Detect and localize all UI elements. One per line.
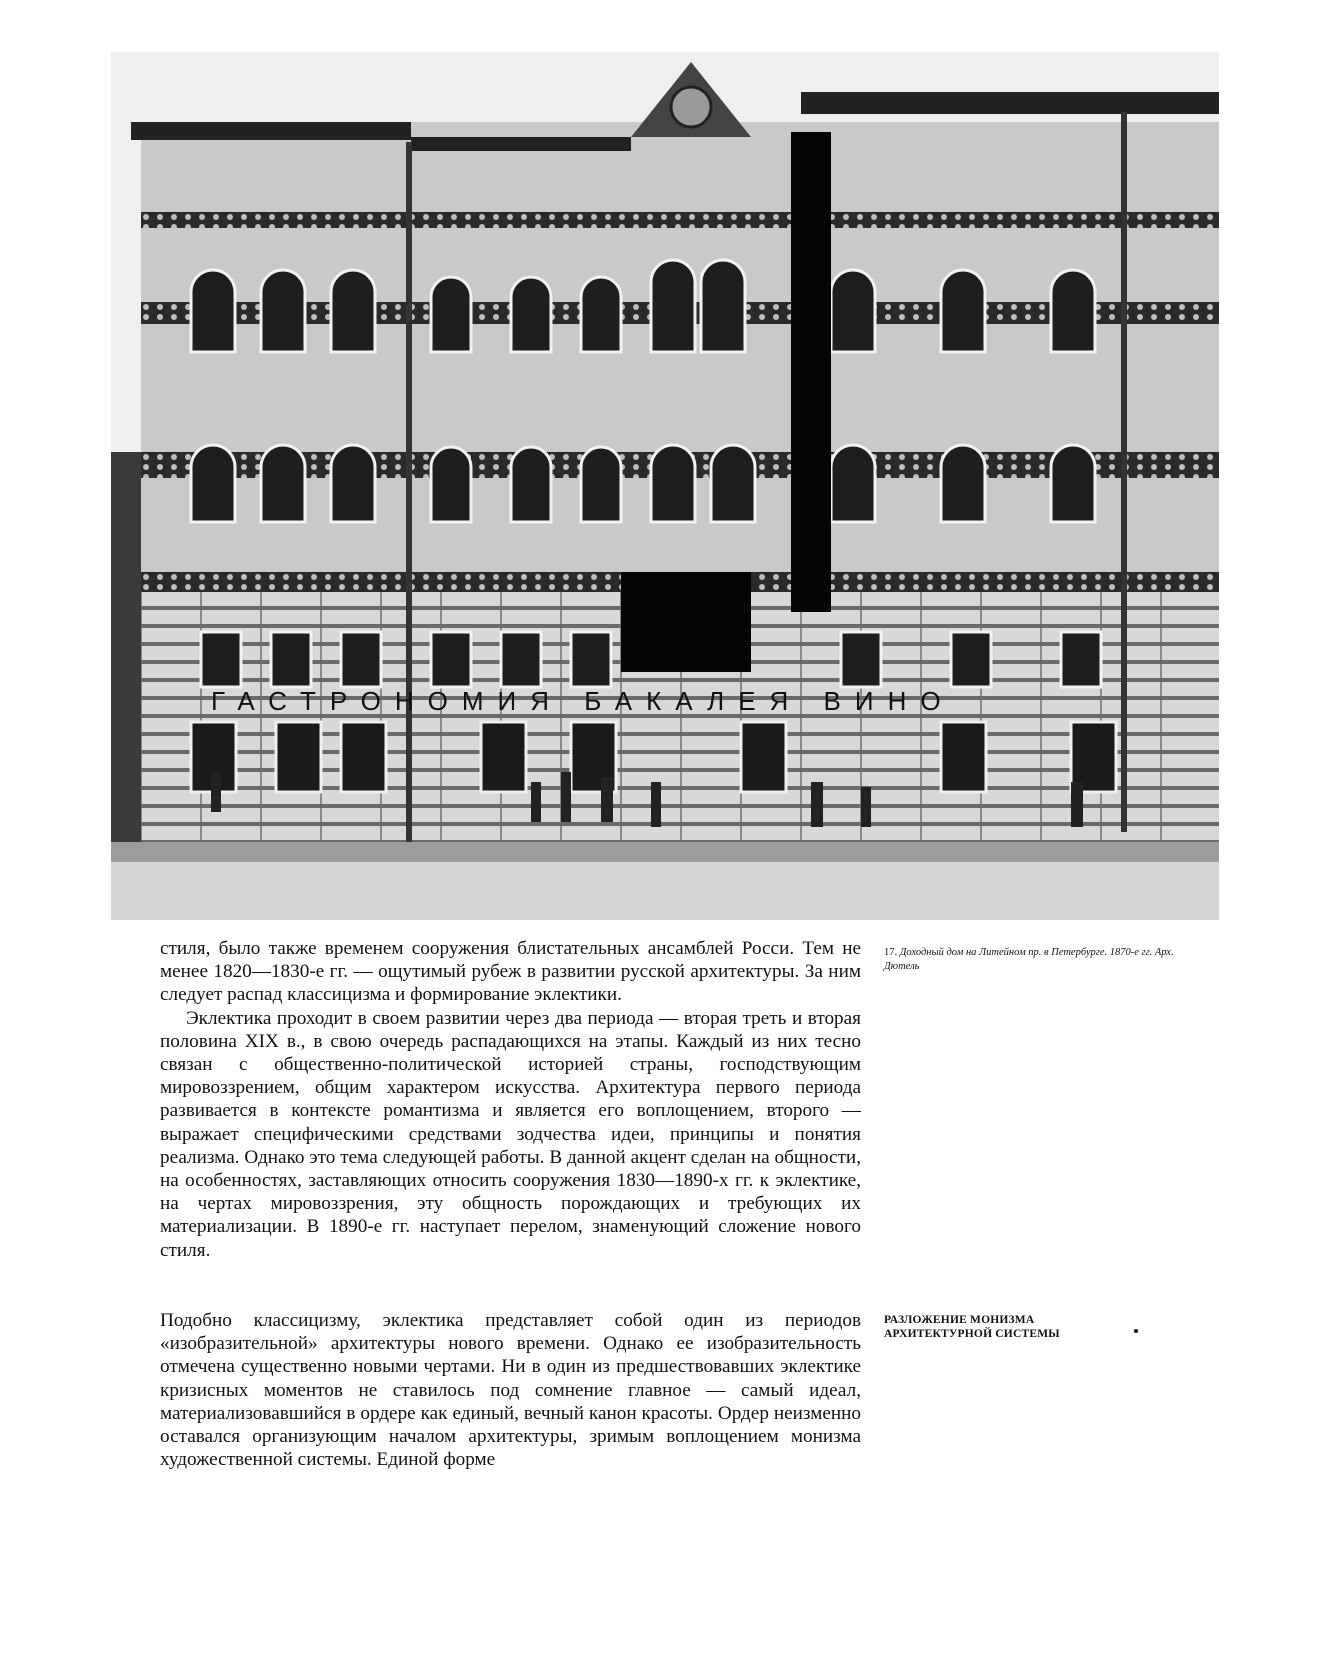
section2-heading-line2: АРХИТЕКТУРНОЙ СИСТЕМЫ bbox=[884, 1328, 1060, 1340]
shop-sign-text: ГАСТРОНОМИЯ БАКАЛЕЯ ВИНО bbox=[211, 686, 955, 716]
section1-paragraph1: стиля, было также временем сооружения блистательных ансамблей Росси. Тем не менее 1820—1830-е гг. — ощутимый рубеж в развитии русской архитектуры. За ним следует распад классицизма и формирование эклектики. bbox=[160, 938, 861, 1006]
section2-paragraph1: Подобно классицизму, эклектика представляет собой один из периодов «изобразительной» архитектуры нового времени. Однако ее изобразительность отмечена существенно новыми чертами. Ни в один из предшествовавших эклектике кризисных моментов не ставилось под сомнение главное — самый идеал, материализовавшийся в ордере как единый, вечный канон красоты. Ордер неизменно оставался организующим началом архитектуры, зримым воплощением монизма художественной системы. Единой форме bbox=[160, 1310, 861, 1471]
figure-caption-text: Доходный дом на Литейном пр. в Петербурге. 1870-е гг. Арх. Дютель bbox=[884, 947, 1174, 972]
section1-paragraph2: Эклектика проходит в своем развитии через два периода — вторая треть и вторая половина XIX в., в свою очередь распадающихся на этапы. Каждый из них тесно связан с общественно-политической историей страны, господствующим мировоззрением, общим характером искусства. Архитектура первого периода развивается в контексте романтизма и является его воплощением, второго — выражает специфическими средствами зодчества идеи, принципы и понятия реализма. Однако это тема следующей работы. В данной акцент сделан на общности, на особенностях, заставляющих относить сооружения 1830—1890-х гг. к эклектике, на чертах мировоззрения, эту общность порождающих и требующих их материализации. В 1890-е гг. наступает перелом, знаменующий сложение нового стиля. bbox=[160, 1007, 861, 1261]
figure-caption bbox=[884, 946, 1184, 974]
figure-caption-number: 17. bbox=[884, 947, 898, 958]
section2-heading bbox=[884, 1313, 1144, 1341]
section2-heading-line1: РАЗЛОЖЕНИЕ МОНИЗМА bbox=[884, 1314, 1035, 1326]
building-photo-illustration bbox=[111, 52, 1219, 920]
building-photo bbox=[111, 52, 1219, 920]
section1-text bbox=[160, 937, 861, 1262]
section2-text bbox=[160, 1309, 861, 1471]
bullet-dot bbox=[1134, 1329, 1138, 1333]
